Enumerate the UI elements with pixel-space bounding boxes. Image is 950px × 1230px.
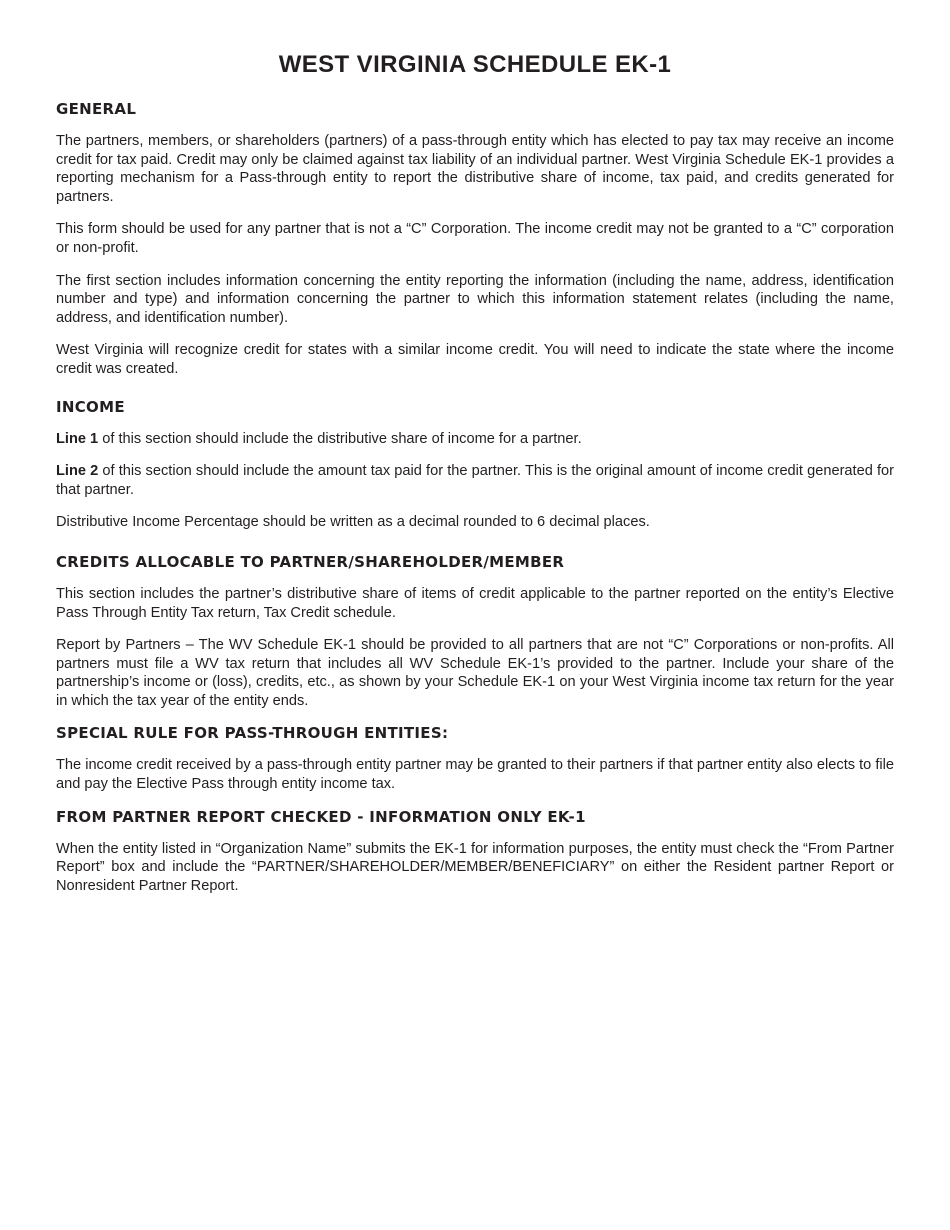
line-1-text: of this section should include the distributive share of income for a partner. (98, 430, 582, 447)
credits-paragraph-1: This section includes the partner’s distributive share of items of credit applicable to the partner reported on the entity’s Elective Pass Through Entity Tax return, Tax Credit schedule. (56, 585, 894, 621)
page-title: WEST VIRGINIA SCHEDULE EK-1 (278, 51, 672, 78)
section-heading-credits: CREDITS ALLOCABLE TO PARTNER/SHAREHOLDER/MEMBER (56, 552, 565, 571)
general-paragraph-1: The partners, members, or shareholders (partners) of a pass-through entity which has elected to pay tax may receive an income credit for tax paid. Credit may only be claimed against tax liability of an individual partner. West Virginia Schedule EK-1 provides a reporting mechanism for a Pass-through entity to report the distributive share of income, tax paid, and credits generated for partners. (56, 133, 894, 205)
line-2-label: Line 2 (56, 463, 99, 480)
credits-paragraph-2: Report by Partners – The WV Schedule EK-1 should be provided to all partners that are not “C” Corporations or non-profits. All partners must file a WV tax return that includes all WV Schedule EK-1’s provided to the partner. Include your share of the partnership’s income or (loss), credits, etc., as shown by your Schedule EK-1 on your West Virginia income tax return for the year in which the tax year of the entity ends. (56, 637, 894, 709)
general-paragraph-4: West Virginia will recognize credit for states with a similar income credit. You will need to indicate the state where the income credit was created. (56, 342, 894, 377)
line-1-label: Line 1 (56, 430, 99, 447)
from-partner-paragraph: When the entity listed in “Organization Name” submits the EK-1 for information purposes, the entity must check the “From Partner Report” box and include the “PARTNER/SHAREHOLDER/MEMBER/BENEFICIARY” on either the Resident partner Report or Nonresident Partner Report. (56, 840, 894, 894)
special-rule-paragraph: The income credit received by a pass-through entity partner may be granted to their partners if that partner entity also elects to file and pay the Elective Pass through entity income tax. (56, 757, 894, 793)
section-heading-general: GENERAL (56, 100, 137, 118)
income-line-1-paragraph (56, 430, 894, 449)
general-paragraph-3: The first section includes information concerning the entity reporting the information (including the name, address, identification number and type) and information concerning the partner to which this information statement relates (including the name, address, and identification number). (56, 272, 894, 326)
income-paragraph-3: Distributive Income Percentage should be written as a decimal rounded to 6 decimal places. (56, 514, 650, 531)
section-heading-income: INCOME (56, 397, 125, 416)
line-2-text: of this section should include the amount tax paid for the partner. This is the original amount of income credit generated for that partner. (56, 463, 895, 498)
section-heading-from-partner-report: FROM PARTNER REPORT CHECKED - INFORMATION ONLY EK-1 (56, 807, 586, 826)
section-heading-special-rule: SPECIAL RULE FOR PASS-THROUGH ENTITIES: (56, 724, 449, 743)
document-page (56, 48, 894, 895)
general-paragraph-2: This form should be used for any partner that is not a “C” Corporation. The income credit may not be granted to a “C” corporation or non-profit. (56, 221, 894, 256)
income-line-2-paragraph (56, 462, 894, 499)
